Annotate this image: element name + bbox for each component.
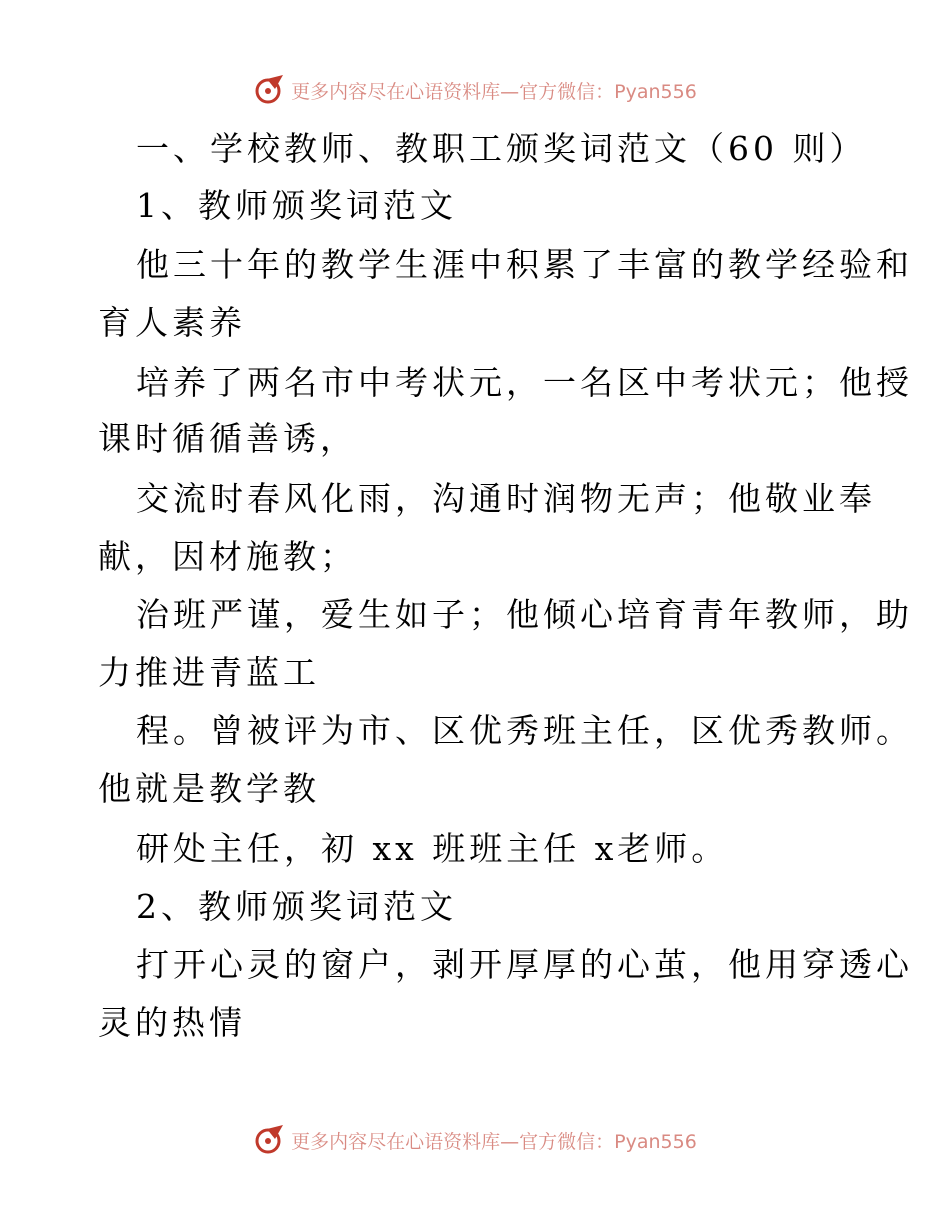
section-heading: 一、学校教师、教职工颁奖词范文（60 则） — [136, 129, 867, 168]
paragraph-line: 交流时春风化雨，沟通时润物无声；他敬业奉 — [136, 479, 876, 518]
watermark-text: 更多内容尽在心语资料库—官方微信：Pyan556 — [291, 80, 697, 103]
paragraph-line: 育人素养 — [98, 303, 246, 342]
paragraph-line: 课时循循善诱， — [98, 419, 357, 458]
item-heading: 1、教师颁奖词范文 — [136, 186, 457, 225]
paragraph-line: 培养了两名市中考状元，一名区中考状元；他授 — [136, 363, 913, 402]
footer-watermark — [0, 1120, 950, 1160]
paragraph-line: 研处主任，初 xx 班班主任 x老师。 — [136, 829, 729, 868]
paragraph-line: 治班严谨，爱生如子；他倾心培育青年教师，助 — [136, 595, 913, 634]
paragraph-line: 献，因材施教； — [98, 537, 357, 576]
pen-nib-circle-icon — [253, 73, 287, 107]
paragraph-line: 程。曾被评为市、区优秀班主任，区优秀教师。 — [136, 711, 913, 750]
watermark-text: 更多内容尽在心语资料库—官方微信：Pyan556 — [291, 1130, 697, 1153]
paragraph-line: 力推进青蓝工 — [98, 653, 320, 692]
paragraph-line: 灵的热情 — [98, 1003, 246, 1042]
paragraph-line: 他就是教学教 — [98, 769, 320, 808]
pen-nib-circle-icon — [253, 1123, 287, 1157]
paragraph-line: 打开心灵的窗户，剥开厚厚的心茧，他用穿透心 — [136, 945, 913, 984]
paragraph-line: 他三十年的教学生涯中积累了丰富的教学经验和 — [136, 245, 913, 284]
item-heading: 2、教师颁奖词范文 — [136, 887, 457, 926]
header-watermark — [0, 70, 950, 110]
